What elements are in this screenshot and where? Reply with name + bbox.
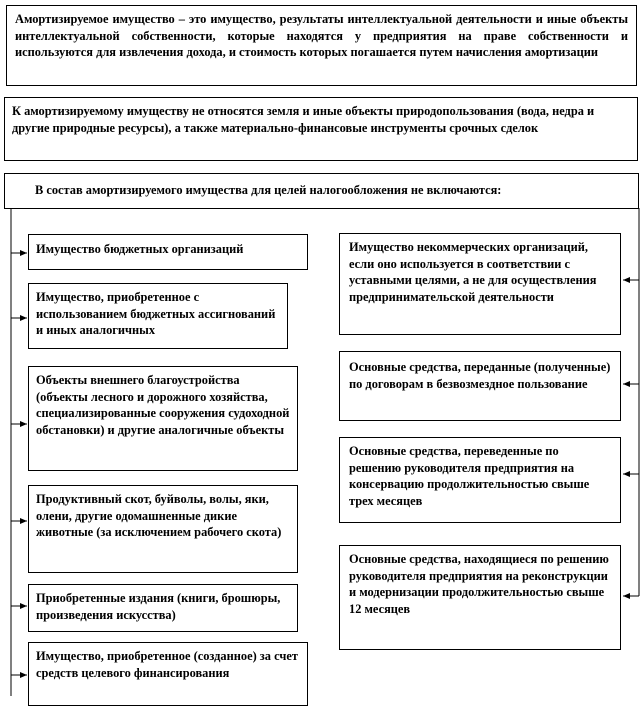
left-item-publications	[28, 584, 298, 632]
group-title-text: В состав амортизируемого имущества для целей налогообложения не включаются:	[35, 183, 502, 197]
group-title-box	[4, 173, 639, 209]
right-item-reconstruction	[339, 545, 621, 650]
left-item-target-financing	[28, 642, 308, 706]
left-item-label: Имущество бюджетных организаций	[36, 242, 244, 256]
left-item-external-improvement	[28, 366, 298, 471]
left-item-label: Имущество, приобретенное (созданное) за счет средств целевого финансирования	[36, 649, 298, 680]
left-item-label: Продуктивный скот, буйволы, волы, яки, олени, другие одомашненные дикие животные (за исключением рабочего скота)	[36, 492, 282, 540]
right-item-free-use	[339, 351, 621, 421]
right-item-label: Имущество некоммерческих организаций, если оно используется в соответствии с уставными целями, а не для осуществления предпринимательской деятельности	[349, 240, 597, 304]
left-item-budget-allocations	[28, 283, 288, 349]
right-item-label: Основные средства, переведенные по решению руководителя предприятия на консервацию продолжительностью свыше трех месяцев	[349, 444, 590, 508]
right-item-nonprofit	[339, 233, 621, 335]
left-item-livestock	[28, 485, 298, 573]
exclusion-note-box	[4, 97, 638, 161]
exclusion-note-text: К амортизируемому имуществу не относятся земля и иные объекты природопользования (вода, недра и другие природные ресурсы), а также материально-финансовые инструменты срочных сделок	[12, 104, 595, 135]
left-item-label: Приобретенные издания (книги, брошюры, произведения искусства)	[36, 591, 281, 622]
left-item-budget-organizations	[28, 234, 308, 270]
right-item-label: Основные средства, переданные (полученные) по договорам в безвозмездное пользование	[349, 360, 611, 391]
left-item-label: Объекты внешнего благоустройства (объекты лесного и дорожного хозяйства, специализированные сооружения судоходной обстановки) и другие аналогичные объекты	[36, 373, 290, 437]
left-item-label: Имущество, приобретенное с использованием бюджетных ассигнований и иных аналогичных	[36, 290, 276, 338]
definition-text: Амортизируемое имущество – это имущество, результаты интеллектуальной деятельности и иные объекты интеллектуальной собственности, которые находятся у предприятия на праве собственности и используются для извлечения дохода, и стоимость которых погашается путем начисления амортизации	[15, 12, 628, 60]
right-item-label: Основные средства, находящиеся по решению руководителя предприятия на реконструкции и модернизации продолжительностью свыше 12 месяцев	[349, 552, 609, 616]
right-item-conservation	[339, 437, 621, 523]
definition-box	[6, 5, 637, 86]
